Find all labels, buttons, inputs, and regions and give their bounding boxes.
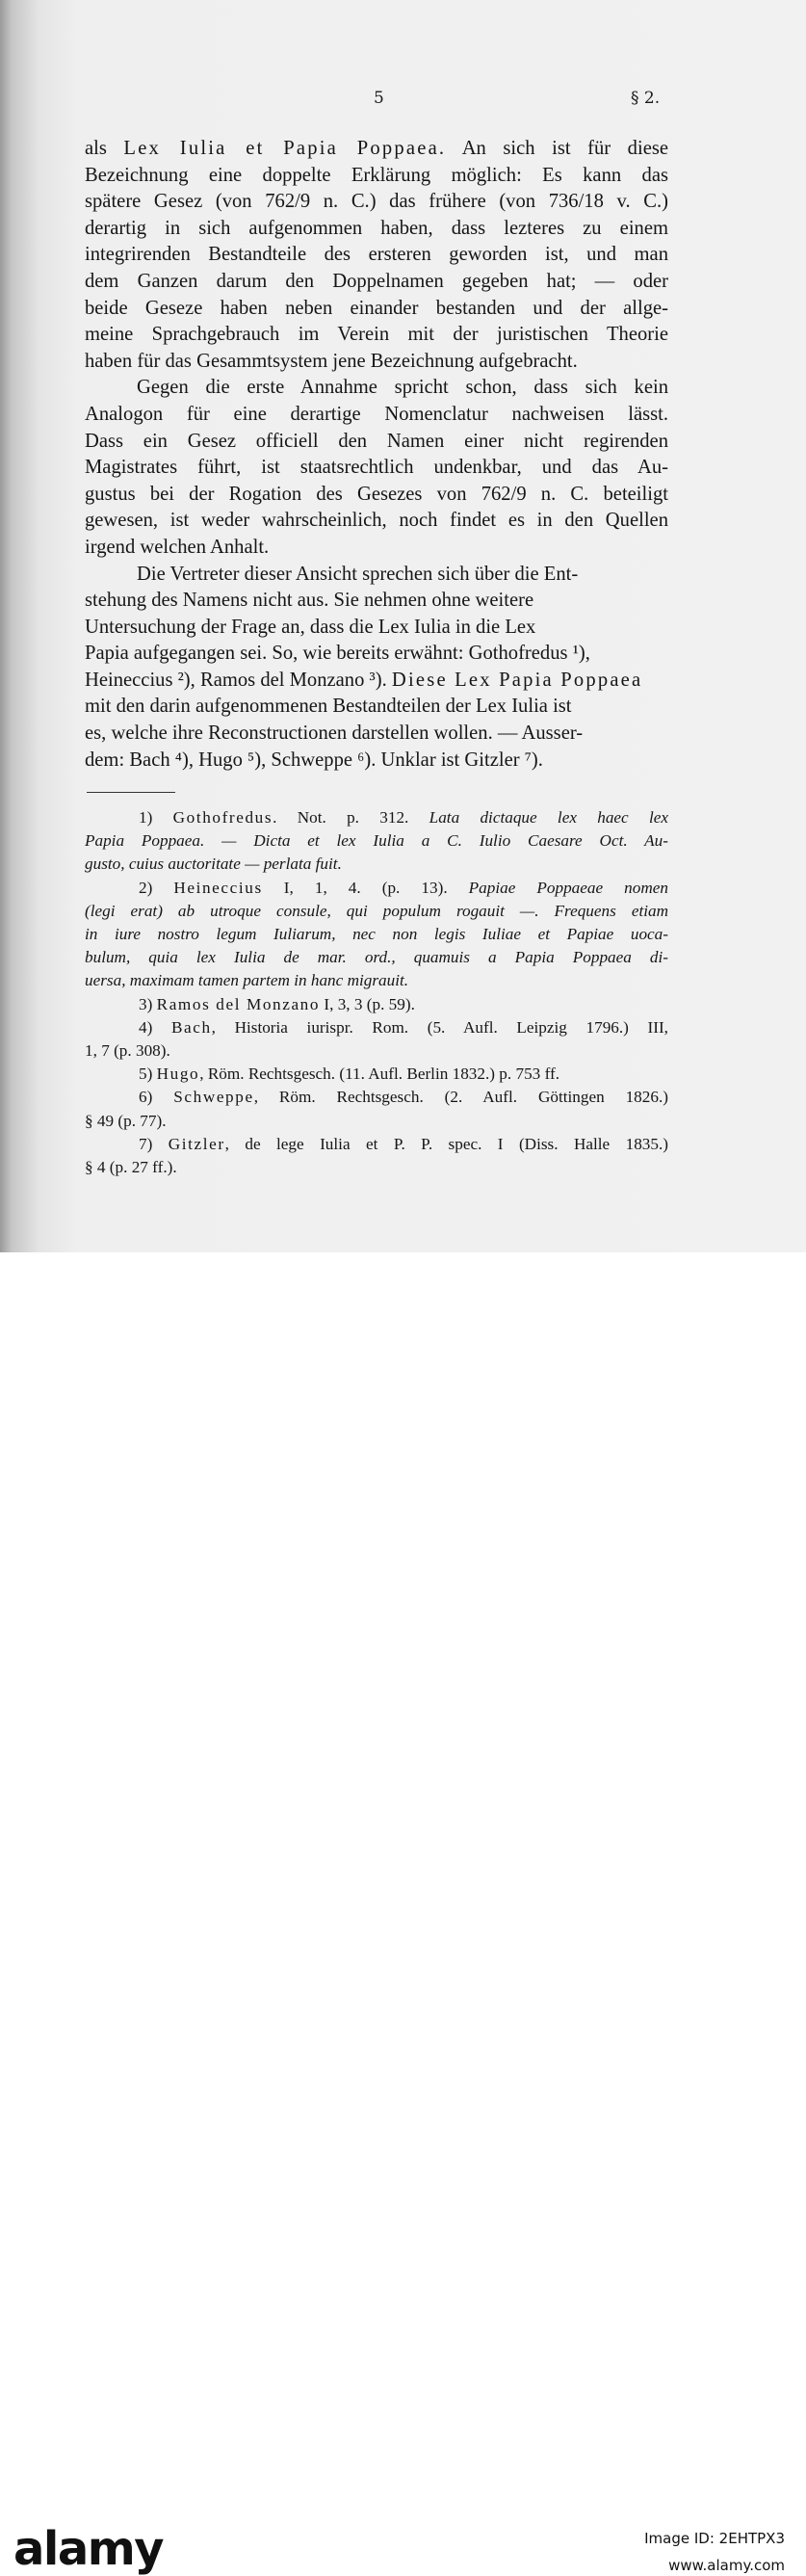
text-line: spätere Gesez (von 762/9 n. C.) das frühere (von 736/18 v. C.): [85, 191, 668, 213]
text-line: gewesen, ist weder wahrscheinlich, noch findet es in den Quellen: [85, 510, 668, 532]
footnote-line: § 49 (p. 77).: [85, 1111, 167, 1130]
body-text: [85, 136, 668, 774]
text-line: dem Ganzen darum den Doppelnamen gegeben hat; — oder: [85, 270, 668, 292]
footnote-line: uersa, maximam tamen partem in hanc migrauit.: [85, 971, 409, 990]
footnote-line: 5) Hugo, Röm. Rechtsgesch. (11. Aufl. Berlin 1832.) p. 753 ff.: [139, 1065, 560, 1084]
text-line: Magistrates führt, ist staatsrechtlich undenkbar, und das Au-: [85, 457, 668, 479]
scanned-page: [0, 0, 806, 1252]
footnote-line: gusto, cuius auctoritate — perlata fuit.: [85, 854, 342, 874]
text-line: Bezeichnung eine doppelte Erklärung möglich: Es kann das: [85, 164, 668, 186]
text-line: dem: Bach ⁴), Hugo ⁵), Schweppe ⁶). Unklar ist Gitzler ⁷).: [85, 749, 543, 771]
text-line: Dass ein Gesez officiell den Namen einer nicht regirenden: [85, 430, 668, 452]
watermark-band: [0, 1252, 806, 2576]
footnote-line: in iure nostro legum Iuliarum, nec non legis Iuliae et Papiae uoca-: [85, 925, 668, 944]
paragraph: [85, 136, 668, 375]
text-line: Untersuchung der Frage an, dass die Lex Iulia in die Lex: [85, 616, 536, 638]
text-line: Gegen die erste Annahme spricht schon, dass sich kein: [137, 377, 668, 399]
footnote: [85, 877, 668, 993]
page-number: 5: [374, 89, 384, 108]
text-line: Heineccius ²), Ramos del Monzano ³). Diese Lex Papia Poppaea: [85, 669, 643, 691]
footnote-line: § 4 (p. 27 ff.).: [85, 1158, 177, 1177]
footnotes: [85, 806, 668, 1179]
text-line: integrirenden Bestandteile des ersteren geworden ist, und man: [85, 244, 668, 266]
page-header: [0, 89, 806, 112]
text-line: Analogon für eine derartige Nomenclatur nachweisen lässt.: [85, 403, 668, 425]
text-line: irgend welchen Anhalt.: [85, 536, 270, 558]
footnote-line: (legi erat) ab utroque consule, qui populum rogauit —. Frequens etiam: [85, 901, 668, 920]
text-line: es, welche ihre Reconstructionen darstellen wollen. — Ausser-: [85, 723, 584, 745]
paragraph: [85, 562, 668, 775]
footnote: [85, 1086, 668, 1132]
site-url: www.alamy.com: [668, 2557, 785, 2574]
footnote: [85, 1063, 668, 1086]
alamy-logo: [13, 2522, 163, 2576]
footnote: [85, 1133, 668, 1179]
footnote: [85, 993, 668, 1016]
footnote: [85, 1016, 668, 1063]
text-line: derartig in sich aufgenommen haben, dass lezteres zu einem: [85, 217, 668, 239]
footnote-line: 6) Schweppe, Röm. Rechtsgesch. (2. Aufl. Göttingen 1826.): [139, 1088, 668, 1107]
paragraph: [85, 375, 668, 561]
footnote-line: 1, 7 (p. 308).: [85, 1041, 170, 1061]
footnote-line: 7) Gitzler, de lege Iulia et P. P. spec. I (Diss. Halle 1835.): [139, 1134, 668, 1153]
footnote-line: 1) Gothofredus. Not. p. 312. Lata dictaque lex haec lex: [139, 808, 669, 827]
watermark-meta: [644, 2530, 785, 2574]
text-line: als Lex Iulia et Papia Poppaea. An sich ist für diese: [85, 138, 668, 159]
text-line: beide Geseze haben neben einander bestanden und der allge-: [85, 297, 668, 319]
footnote-line: 3) Ramos del Monzano I, 3, 3 (p. 59).: [139, 994, 415, 1013]
footnote-line: 2) Heineccius I, 1, 4. (p. 13). Papiae Poppaeae nomen: [139, 878, 669, 897]
image-id: Image ID: 2EHTPX3: [644, 2530, 785, 2547]
alamy-logo-text: alamy: [13, 2522, 164, 2576]
footnote: [85, 806, 668, 877]
text-line: gustus bei der Rogation des Gesezes von 762/9 n. C. beteiligt: [85, 483, 668, 505]
text-line: stehung des Namens nicht aus. Sie nehmen ohne weitere: [85, 590, 534, 612]
text-line: haben für das Gesammtsystem jene Bezeichnung aufgebracht.: [85, 350, 578, 372]
footnote-line: 4) Bach, Historia iurispr. Rom. (5. Aufl. Leipzig 1796.) III,: [139, 1017, 668, 1037]
text-line: mit den darin aufgenommenen Bestandteilen der Lex Iulia ist: [85, 696, 572, 718]
footnote-divider: [87, 792, 175, 793]
footnote-line: Papia Poppaea. — Dicta et lex Iulia a C. Iulio Caesare Oct. Au-: [85, 831, 668, 851]
text-line: Die Vertreter dieser Ansicht sprechen sich über die Ent-: [137, 563, 579, 585]
footnote-line: bulum, quia lex Iulia de mar. ord., quamuis a Papia Poppaea di-: [85, 948, 668, 967]
section-reference: § 2.: [631, 89, 661, 108]
text-line: Papia aufgegangen sei. So, wie bereits erwähnt: Gothofredus ¹),: [85, 643, 590, 665]
text-line: meine Sprachgebrauch im Verein mit der juristischen Theorie: [85, 324, 668, 346]
